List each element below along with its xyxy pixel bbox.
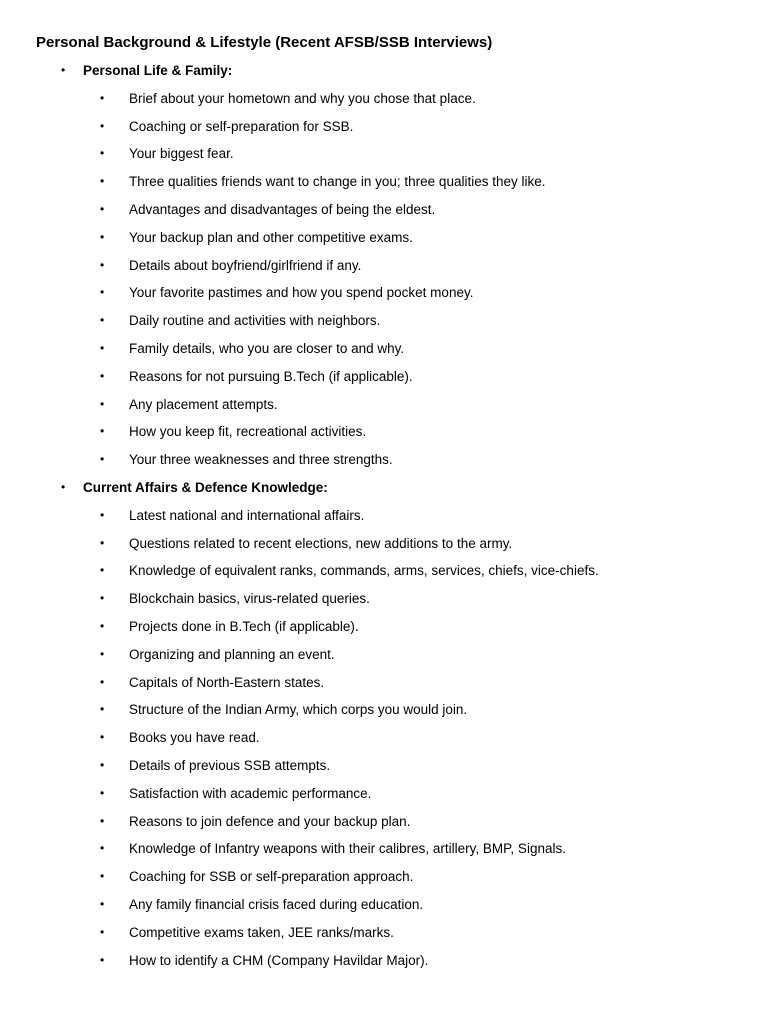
list-item [0,172,768,200]
list-item [0,645,768,673]
bullet-icon: • [100,618,105,633]
list-item [0,895,768,923]
list-item-text: Latest national and international affairs. [129,507,365,523]
bullet-icon: • [100,591,105,606]
list-item-text: Brief about your hometown and why you chose that place. [129,90,476,106]
list-item [0,339,768,367]
list-item [0,534,768,562]
bullet-icon: • [100,285,105,300]
bullet-icon: • [61,63,66,77]
list-item-text: Details of previous SSB attempts. [129,757,331,773]
bullet-icon: • [100,340,105,355]
list-item [0,311,768,339]
list-item [0,589,768,617]
list-item-text: Details about boyfriend/girlfriend if any. [129,257,362,273]
list-item [0,367,768,395]
list-item [0,700,768,728]
list-item [0,89,768,117]
list-item [0,923,768,951]
bullet-icon: • [100,257,105,272]
section-heading [0,61,768,89]
bullet-icon: • [100,757,105,772]
bullet-icon: • [100,535,105,550]
list-item-text: How you keep fit, recreational activities. [129,424,367,440]
list-item [0,422,768,450]
list-item [0,283,768,311]
bullet-icon: • [100,813,105,828]
list-item-text: Coaching for SSB or self-preparation approach. [129,869,414,885]
bullet-icon: • [100,118,105,133]
bullet-icon: • [100,869,105,884]
list-item [0,395,768,423]
list-item-text: Reasons to join defence and your backup plan. [129,813,411,829]
bullet-icon: • [100,507,105,522]
list-item-text: Coaching or self-preparation for SSB. [129,118,354,134]
list-item [0,867,768,895]
list-item-text: Your backup plan and other competitive exams. [129,229,413,245]
bullet-icon: • [100,924,105,939]
list-item [0,256,768,284]
list-item [0,784,768,812]
bullet-icon: • [100,646,105,661]
bullet-icon: • [100,396,105,411]
list-item-text: Knowledge of equivalent ranks, commands, arms, services, chiefs, vice-chiefs. [129,563,599,579]
bullet-icon: • [100,313,105,328]
section-heading-text: Personal Life & Family: [83,63,233,78]
list-item [0,951,768,979]
list-item [0,812,768,840]
list-item-text: Questions related to recent elections, new additions to the army. [129,535,513,551]
document-title: Personal Background & Lifestyle (Recent AFSB/SSB Interviews) [36,34,493,51]
list-item-text: Blockchain basics, virus-related queries. [129,591,370,607]
list-item [0,617,768,645]
list-item-text: Capitals of North-Eastern states. [129,674,325,690]
bullet-icon: • [100,785,105,800]
section-heading-text: Current Affairs & Defence Knowledge: [83,479,328,495]
bullet-icon: • [100,90,105,105]
list-item-text: Projects done in B.Tech (if applicable). [129,618,359,634]
bullet-icon: • [100,674,105,689]
bullet-icon: • [100,146,105,161]
bullet-icon: • [100,730,105,745]
list-item [0,839,768,867]
list-item [0,450,768,478]
bullet-icon: • [100,229,105,244]
list-item-text: Your biggest fear. [129,146,234,162]
list-item-text: Your three weaknesses and three strengths. [129,452,393,468]
bullet-icon: • [100,563,105,578]
section-heading [0,478,768,506]
list-item [0,228,768,256]
list-item-text: Structure of the Indian Army, which corps you would join. [129,702,468,718]
list-item [0,200,768,228]
list-item-text: Family details, who you are closer to and why. [129,340,405,356]
list-item-text: Three qualities friends want to change in you; three qualities they like. [129,174,546,190]
list-item-text: Any placement attempts. [129,396,278,412]
list-item [0,728,768,756]
bullet-icon: • [100,174,105,189]
list-item-text: Knowledge of Infantry weapons with their calibres, artillery, BMP, Signals. [129,841,566,857]
bullet-icon: • [100,841,105,856]
bullet-icon: • [100,896,105,911]
bullet-icon: • [100,368,105,383]
list-item-text: How to identify a CHM (Company Havildar Major). [129,952,429,968]
bullet-icon: • [100,201,105,216]
bullet-icon: • [100,702,105,717]
list-item [0,506,768,534]
bullet-icon: • [100,952,105,967]
list-item-text: Your favorite pastimes and how you spend pocket money. [129,285,474,301]
list-item [0,561,768,589]
list-item-text: Competitive exams taken, JEE ranks/marks. [129,924,394,940]
list-item-text: Any family financial crisis faced during education. [129,896,424,912]
list-item-text: Reasons for not pursuing B.Tech (if applicable). [129,368,413,384]
list-item-text: Advantages and disadvantages of being the eldest. [129,201,436,217]
bullet-icon: • [61,479,66,494]
question-list [0,61,768,978]
list-item [0,117,768,145]
list-item-text: Organizing and planning an event. [129,646,335,662]
list-item [0,673,768,701]
list-item-text: Books you have read. [129,730,260,746]
list-item-text: Daily routine and activities with neighbors. [129,313,381,329]
list-item-text: Satisfaction with academic performance. [129,785,372,801]
list-item [0,756,768,784]
bullet-icon: • [100,424,105,439]
bullet-icon: • [100,452,105,467]
list-item [0,144,768,172]
